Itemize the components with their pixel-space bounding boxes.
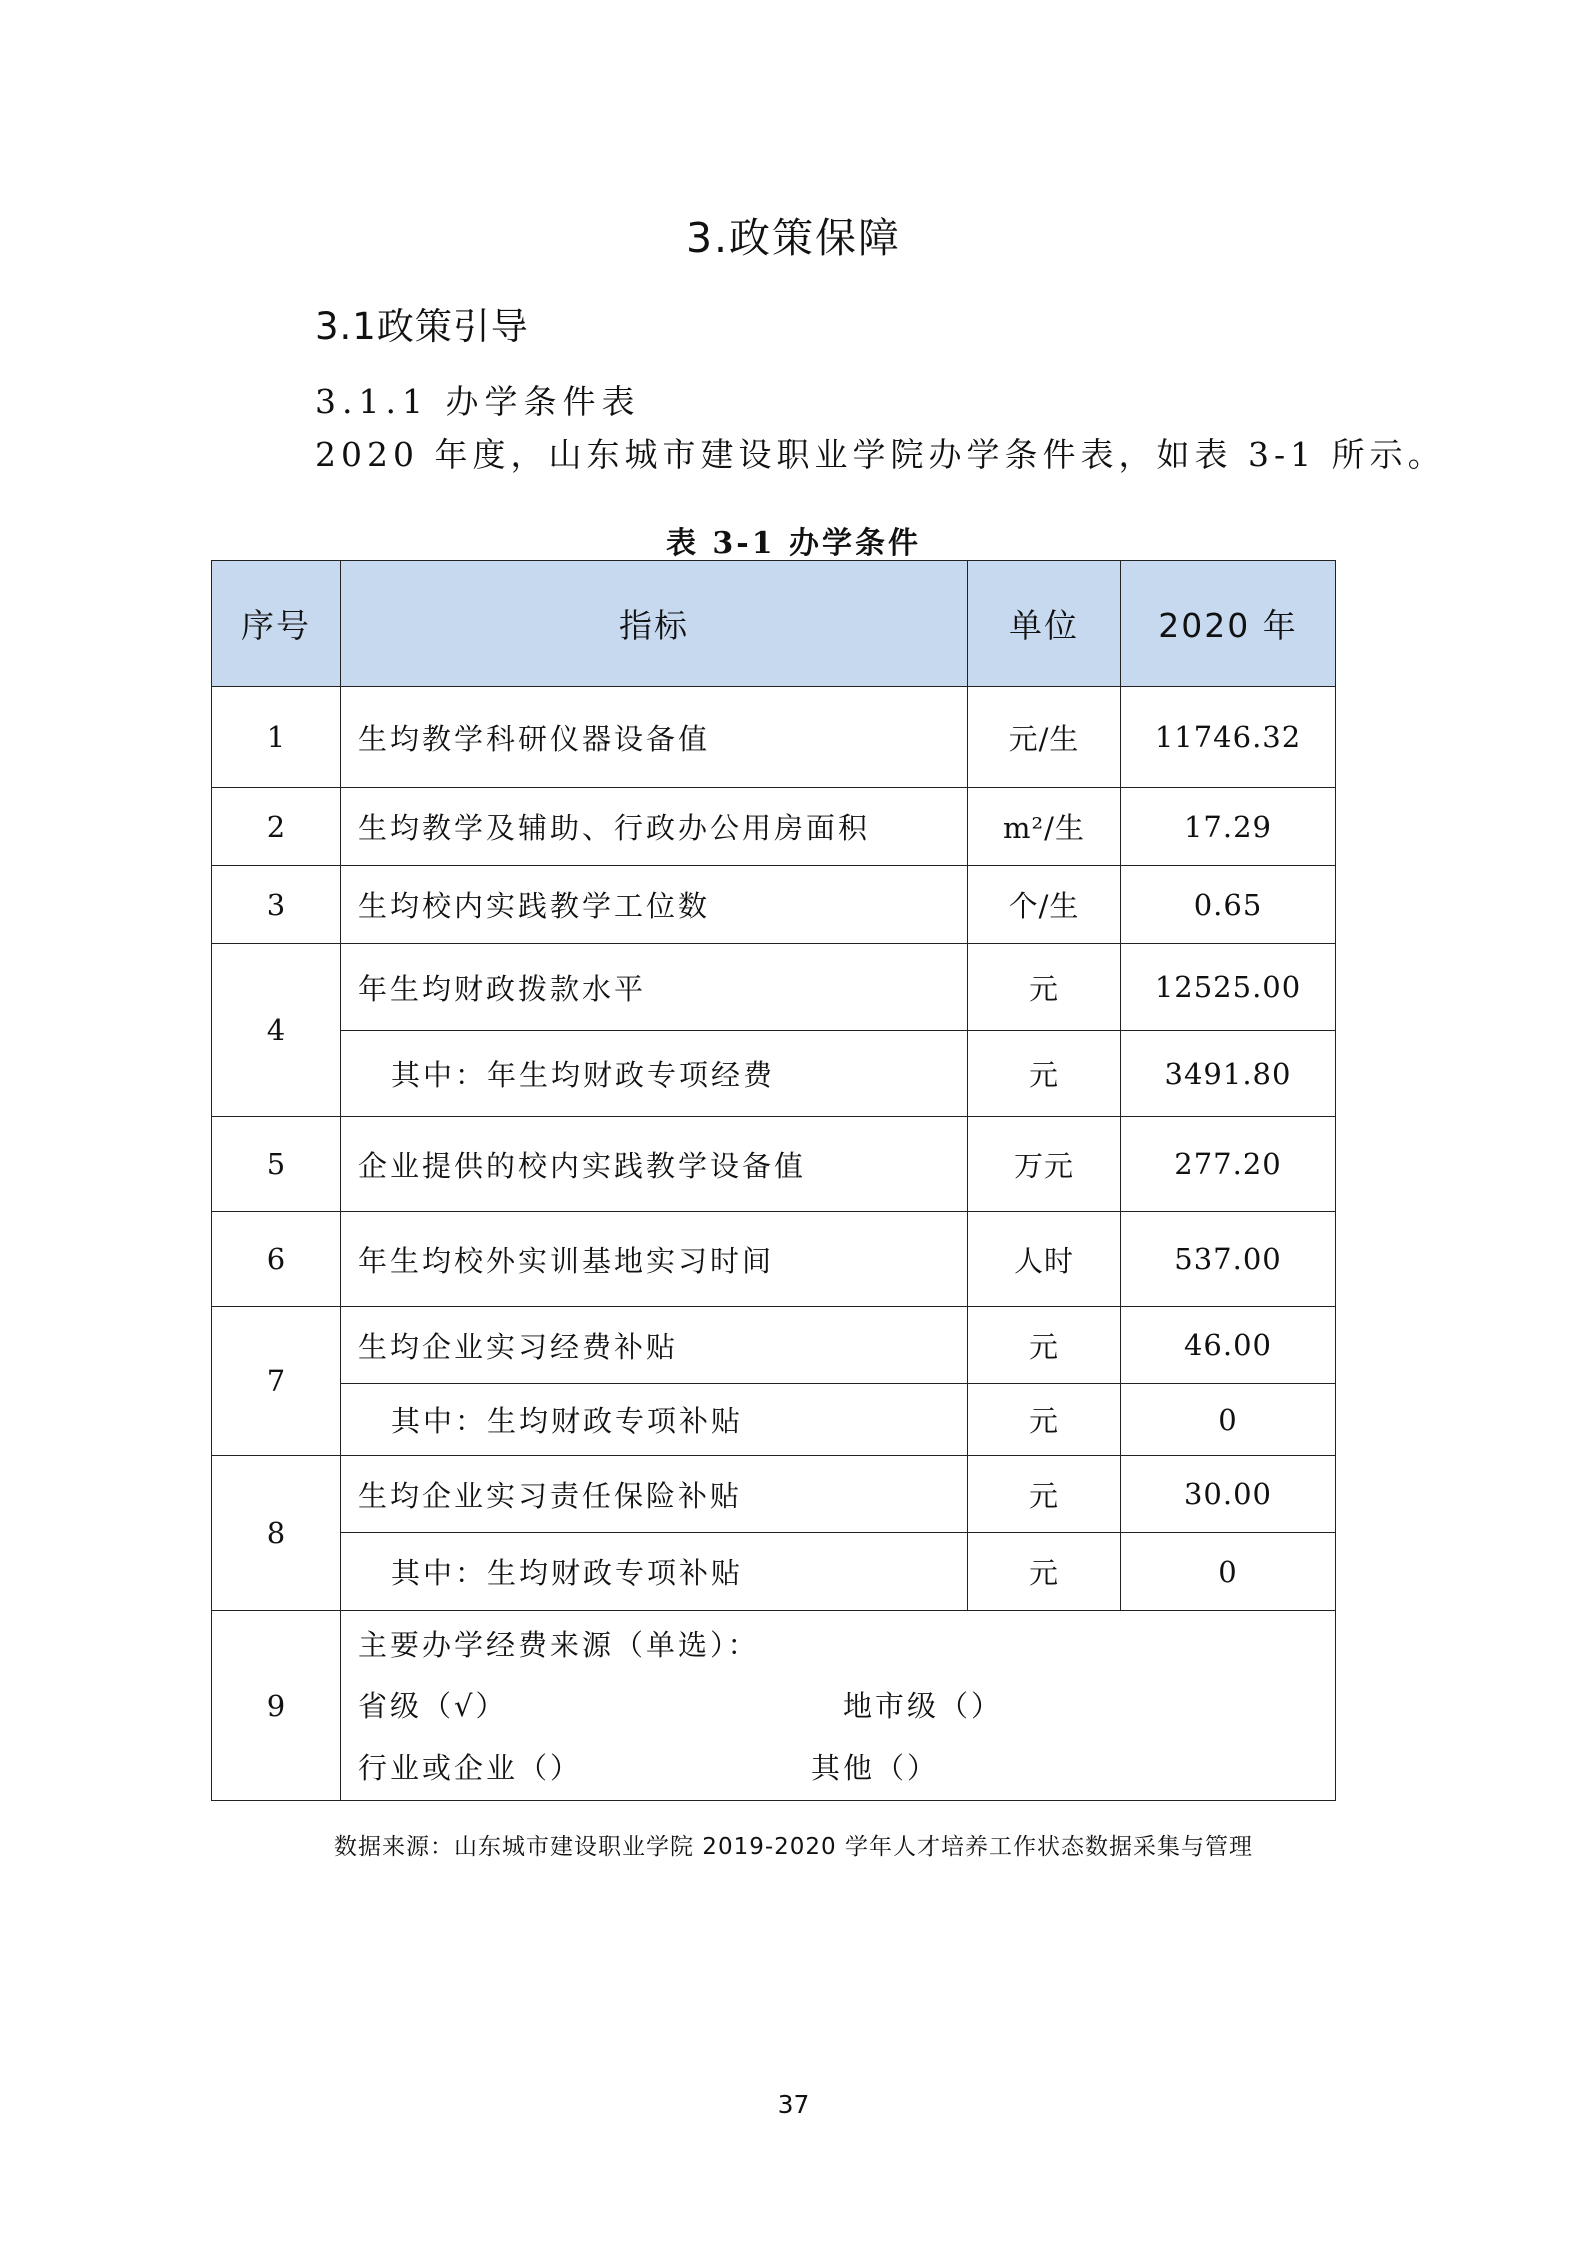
- data-source-note: 数据来源：山东城市建设职业学院 2019-2020 学年人才培养工作状态数据采集与管理: [334, 1834, 1253, 1860]
- subsection-title: 3.1.1 办学条件表: [315, 382, 641, 421]
- row-unit: 元/生: [968, 687, 1121, 788]
- row-indicator: 年生均校外实训基地实习时间: [341, 1212, 968, 1307]
- row-unit: 元: [968, 1456, 1121, 1533]
- funding-option-other: 其他（）: [811, 1751, 940, 1785]
- page-number: 37: [777, 2090, 810, 2119]
- header-indicator: 指标: [341, 561, 968, 687]
- row-unit: 元: [968, 1384, 1121, 1456]
- row-number: 9: [212, 1611, 341, 1801]
- row-value: 11746.32: [1121, 687, 1336, 788]
- funding-option-industry: 行业或企业（）: [358, 1751, 583, 1785]
- row-number: 2: [212, 788, 341, 866]
- chapter-title: 3.政策保障: [685, 214, 902, 262]
- row-number: 5: [212, 1117, 341, 1212]
- table-row: [212, 866, 1336, 944]
- table-row: [212, 1031, 1336, 1117]
- row-unit: 元: [968, 944, 1121, 1031]
- row-number: 7: [212, 1307, 341, 1456]
- funding-source-row: [212, 1611, 1336, 1801]
- row-number: 1: [212, 687, 341, 788]
- row-value: 17.29: [1121, 788, 1336, 866]
- row-unit: 元: [968, 1307, 1121, 1384]
- header-unit: 单位: [968, 561, 1121, 687]
- table-row: [212, 1533, 1336, 1611]
- row-indicator: 生均企业实习责任保险补贴: [341, 1456, 968, 1533]
- row-value: 0: [1121, 1533, 1336, 1611]
- row-value: 277.20: [1121, 1117, 1336, 1212]
- row-indicator: 其中：生均财政专项补贴: [341, 1533, 968, 1611]
- row-value: 30.00: [1121, 1456, 1336, 1533]
- row-number: 6: [212, 1212, 341, 1307]
- header-year: 2020 年: [1121, 561, 1336, 687]
- row-indicator: 其中：生均财政专项补贴: [341, 1384, 968, 1456]
- row-indicator: 其中：年生均财政专项经费: [341, 1031, 968, 1117]
- row-unit: 个/生: [968, 866, 1121, 944]
- row-value: 46.00: [1121, 1307, 1336, 1384]
- header-serial: 序号: [212, 561, 341, 687]
- row-number: 8: [212, 1456, 341, 1611]
- table-row: [212, 1307, 1336, 1384]
- conditions-table: [211, 560, 1336, 1801]
- table-row: [212, 788, 1336, 866]
- row-value: 537.00: [1121, 1212, 1336, 1307]
- row-number: 3: [212, 866, 341, 944]
- table-header-row: [212, 561, 1336, 687]
- row-value: 0: [1121, 1384, 1336, 1456]
- row-indicator: 年生均财政拨款水平: [341, 944, 968, 1031]
- row-value: 0.65: [1121, 866, 1336, 944]
- table-row: [212, 944, 1336, 1031]
- table-caption: 表 3-1 办学条件: [665, 526, 922, 561]
- row-value: 12525.00: [1121, 944, 1336, 1031]
- row-indicator: 生均教学及辅助、行政办公用房面积: [341, 788, 968, 866]
- row-value: 3491.80: [1121, 1031, 1336, 1117]
- intro-paragraph: 2020 年度，山东城市建设职业学院办学条件表，如表 3-1 所示。: [315, 435, 1446, 474]
- funding-option-city: 地市级（）: [843, 1689, 1004, 1723]
- table-row: [212, 687, 1336, 788]
- row-unit: 人时: [968, 1212, 1121, 1307]
- funding-source-title: 主要办学经费来源（单选）：: [358, 1628, 760, 1662]
- section-title: 3.1政策引导: [315, 305, 529, 348]
- row-indicator: 生均企业实习经费补贴: [341, 1307, 968, 1384]
- row-unit: 元: [968, 1533, 1121, 1611]
- row-unit: 万元: [968, 1117, 1121, 1212]
- table-row: [212, 1212, 1336, 1307]
- funding-source-cell: [341, 1611, 1336, 1801]
- row-unit: m²/生: [968, 788, 1121, 866]
- row-number: 4: [212, 944, 341, 1117]
- table-row: [212, 1117, 1336, 1212]
- row-indicator: 生均校内实践教学工位数: [341, 866, 968, 944]
- row-indicator: 生均教学科研仪器设备值: [341, 687, 968, 788]
- row-indicator: 企业提供的校内实践教学设备值: [341, 1117, 968, 1212]
- row-unit: 元: [968, 1031, 1121, 1117]
- table-row: [212, 1384, 1336, 1456]
- funding-option-province: 省级（√）: [358, 1689, 508, 1723]
- table-row: [212, 1456, 1336, 1533]
